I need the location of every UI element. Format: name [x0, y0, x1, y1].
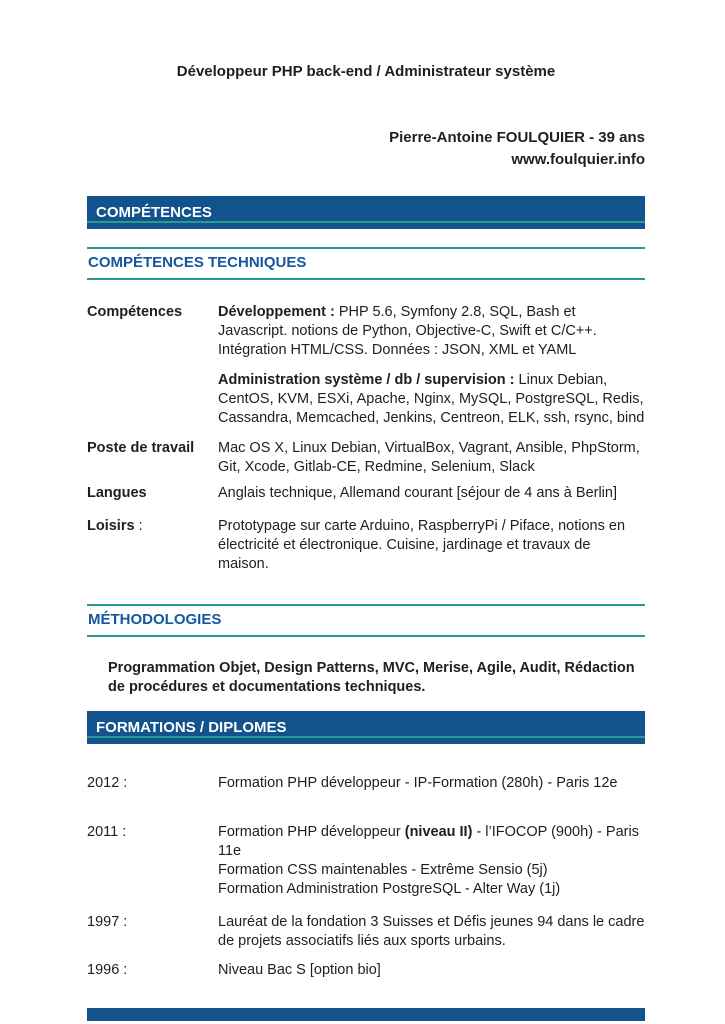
next-section-banner-cutoff	[87, 1008, 645, 1021]
formation-2012-content	[218, 774, 645, 793]
row-competences-label: Compétences	[87, 304, 183, 320]
formation-year-1997: 1997 :	[87, 914, 128, 930]
website-link[interactable]: www.foulquier.info	[511, 151, 645, 168]
formation-2011-line1-pre: Formation PHP développeur	[218, 824, 405, 840]
formation-1997-line1: Lauréat de la fondation 3 Suisses et Défis jeunes 94 dans le cadre de projets associatifs liés aux sports urbains.	[218, 914, 645, 949]
row-langues-label: Langues	[87, 485, 147, 501]
formation-year-1996: 1996 :	[87, 962, 128, 978]
subsection-heading-competences-techniques	[87, 247, 645, 280]
subsection-heading-competences-techniques-label: COMPÉTENCES TECHNIQUES	[88, 254, 307, 271]
row-loisirs-label-text: Loisirs	[87, 518, 135, 534]
row-competences	[87, 303, 645, 428]
formation-2011-line1	[218, 823, 645, 861]
row-poste-de-travail	[87, 439, 645, 477]
banner-teal-rule	[87, 736, 645, 738]
formation-row-1997	[87, 913, 645, 951]
row-loisirs-label-suffix: :	[134, 518, 143, 534]
formation-1997-content	[218, 913, 645, 951]
development-lead: Développement :	[218, 304, 335, 320]
formation-2012-line1: Formation PHP développeur - IP-Formation (280h) - Paris 12e	[218, 775, 618, 791]
formation-row-1996	[87, 961, 645, 980]
section-banner-formations-label: FORMATIONS / DIPLOMES	[96, 719, 287, 736]
development-text: PHP 5.6, Symfony 2.8, SQL, Bash et Javascript. notions de Python, Objective-C, Swift et C/C++. Intégration HTML/CSS. Données : JSON, XML et YAML	[218, 304, 597, 358]
languages-text: Anglais technique, Allemand courant [séjour de 4 ans à Berlin]	[218, 485, 617, 501]
banner-teal-rule	[87, 221, 645, 223]
row-langues	[87, 484, 645, 503]
row-poste-de-travail-content	[218, 439, 645, 477]
formation-year-2012: 2012 :	[87, 775, 128, 791]
formation-row-2011	[87, 823, 645, 899]
identity-block	[87, 127, 645, 171]
formation-1996-content	[218, 961, 645, 980]
row-langues-content	[218, 484, 645, 503]
formation-2011-line2: Formation CSS maintenables - Extrême Sensio (5j)	[218, 862, 548, 878]
formation-1996-line1: Niveau Bac S [option bio]	[218, 962, 381, 978]
row-poste-de-travail-label: Poste de travail	[87, 440, 195, 456]
section-banner-formations	[87, 711, 645, 744]
administration-text: Linux Debian, CentOS, KVM, ESXi, Apache, Nginx, MySQL, PostgreSQL, Redis, Cassandra, Memcached, Jenkins, Centreon, ELK, ssh, rsync, bind	[218, 372, 645, 426]
subsection-heading-methodologies-label: MÉTHODOLOGIES	[88, 611, 222, 628]
document-title: Développeur PHP back-end / Administrateur système	[176, 63, 556, 80]
row-competences-content	[218, 303, 645, 428]
formation-year-2011: 2011 :	[87, 824, 127, 840]
hobbies-text: Prototypage sur carte Arduino, RaspberryPi / Piface, notions en électricité et électronique. Cuisine, jardinage et travaux de maison.	[218, 518, 626, 572]
formation-2011-line3: Formation Administration PostgreSQL - Alter Way (1j)	[218, 881, 561, 897]
section-banner-competences-label: COMPÉTENCES	[96, 204, 212, 221]
methodologies-text: Programmation Objet, Design Patterns, MVC, Merise, Agile, Audit, Rédaction de procédures et documentations techniques.	[108, 660, 635, 695]
administration-paragraph	[218, 371, 645, 428]
formation-2011-content	[218, 823, 645, 899]
formation-2011-line1-bold: (niveau II)	[404, 824, 473, 840]
row-loisirs	[87, 517, 645, 574]
administration-lead: Administration système / db / supervision :	[218, 372, 515, 388]
row-loisirs-content	[218, 517, 645, 574]
development-paragraph	[218, 303, 645, 360]
formation-row-2012	[87, 774, 645, 793]
formation-2011-line1-post: - l’IFOCOP (900h) - Paris 11e	[218, 824, 639, 859]
workstation-text: Mac OS X, Linux Debian, VirtualBox, Vagrant, Ansible, PhpStorm, Git, Xcode, Gitlab-CE, Redmine, Selenium, Slack	[218, 440, 640, 475]
subsection-heading-methodologies	[87, 604, 645, 637]
name-age-line: Pierre-Antoine FOULQUIER - 39 ans	[389, 129, 645, 146]
row-loisirs-label	[87, 517, 218, 574]
section-banner-competences	[87, 196, 645, 229]
